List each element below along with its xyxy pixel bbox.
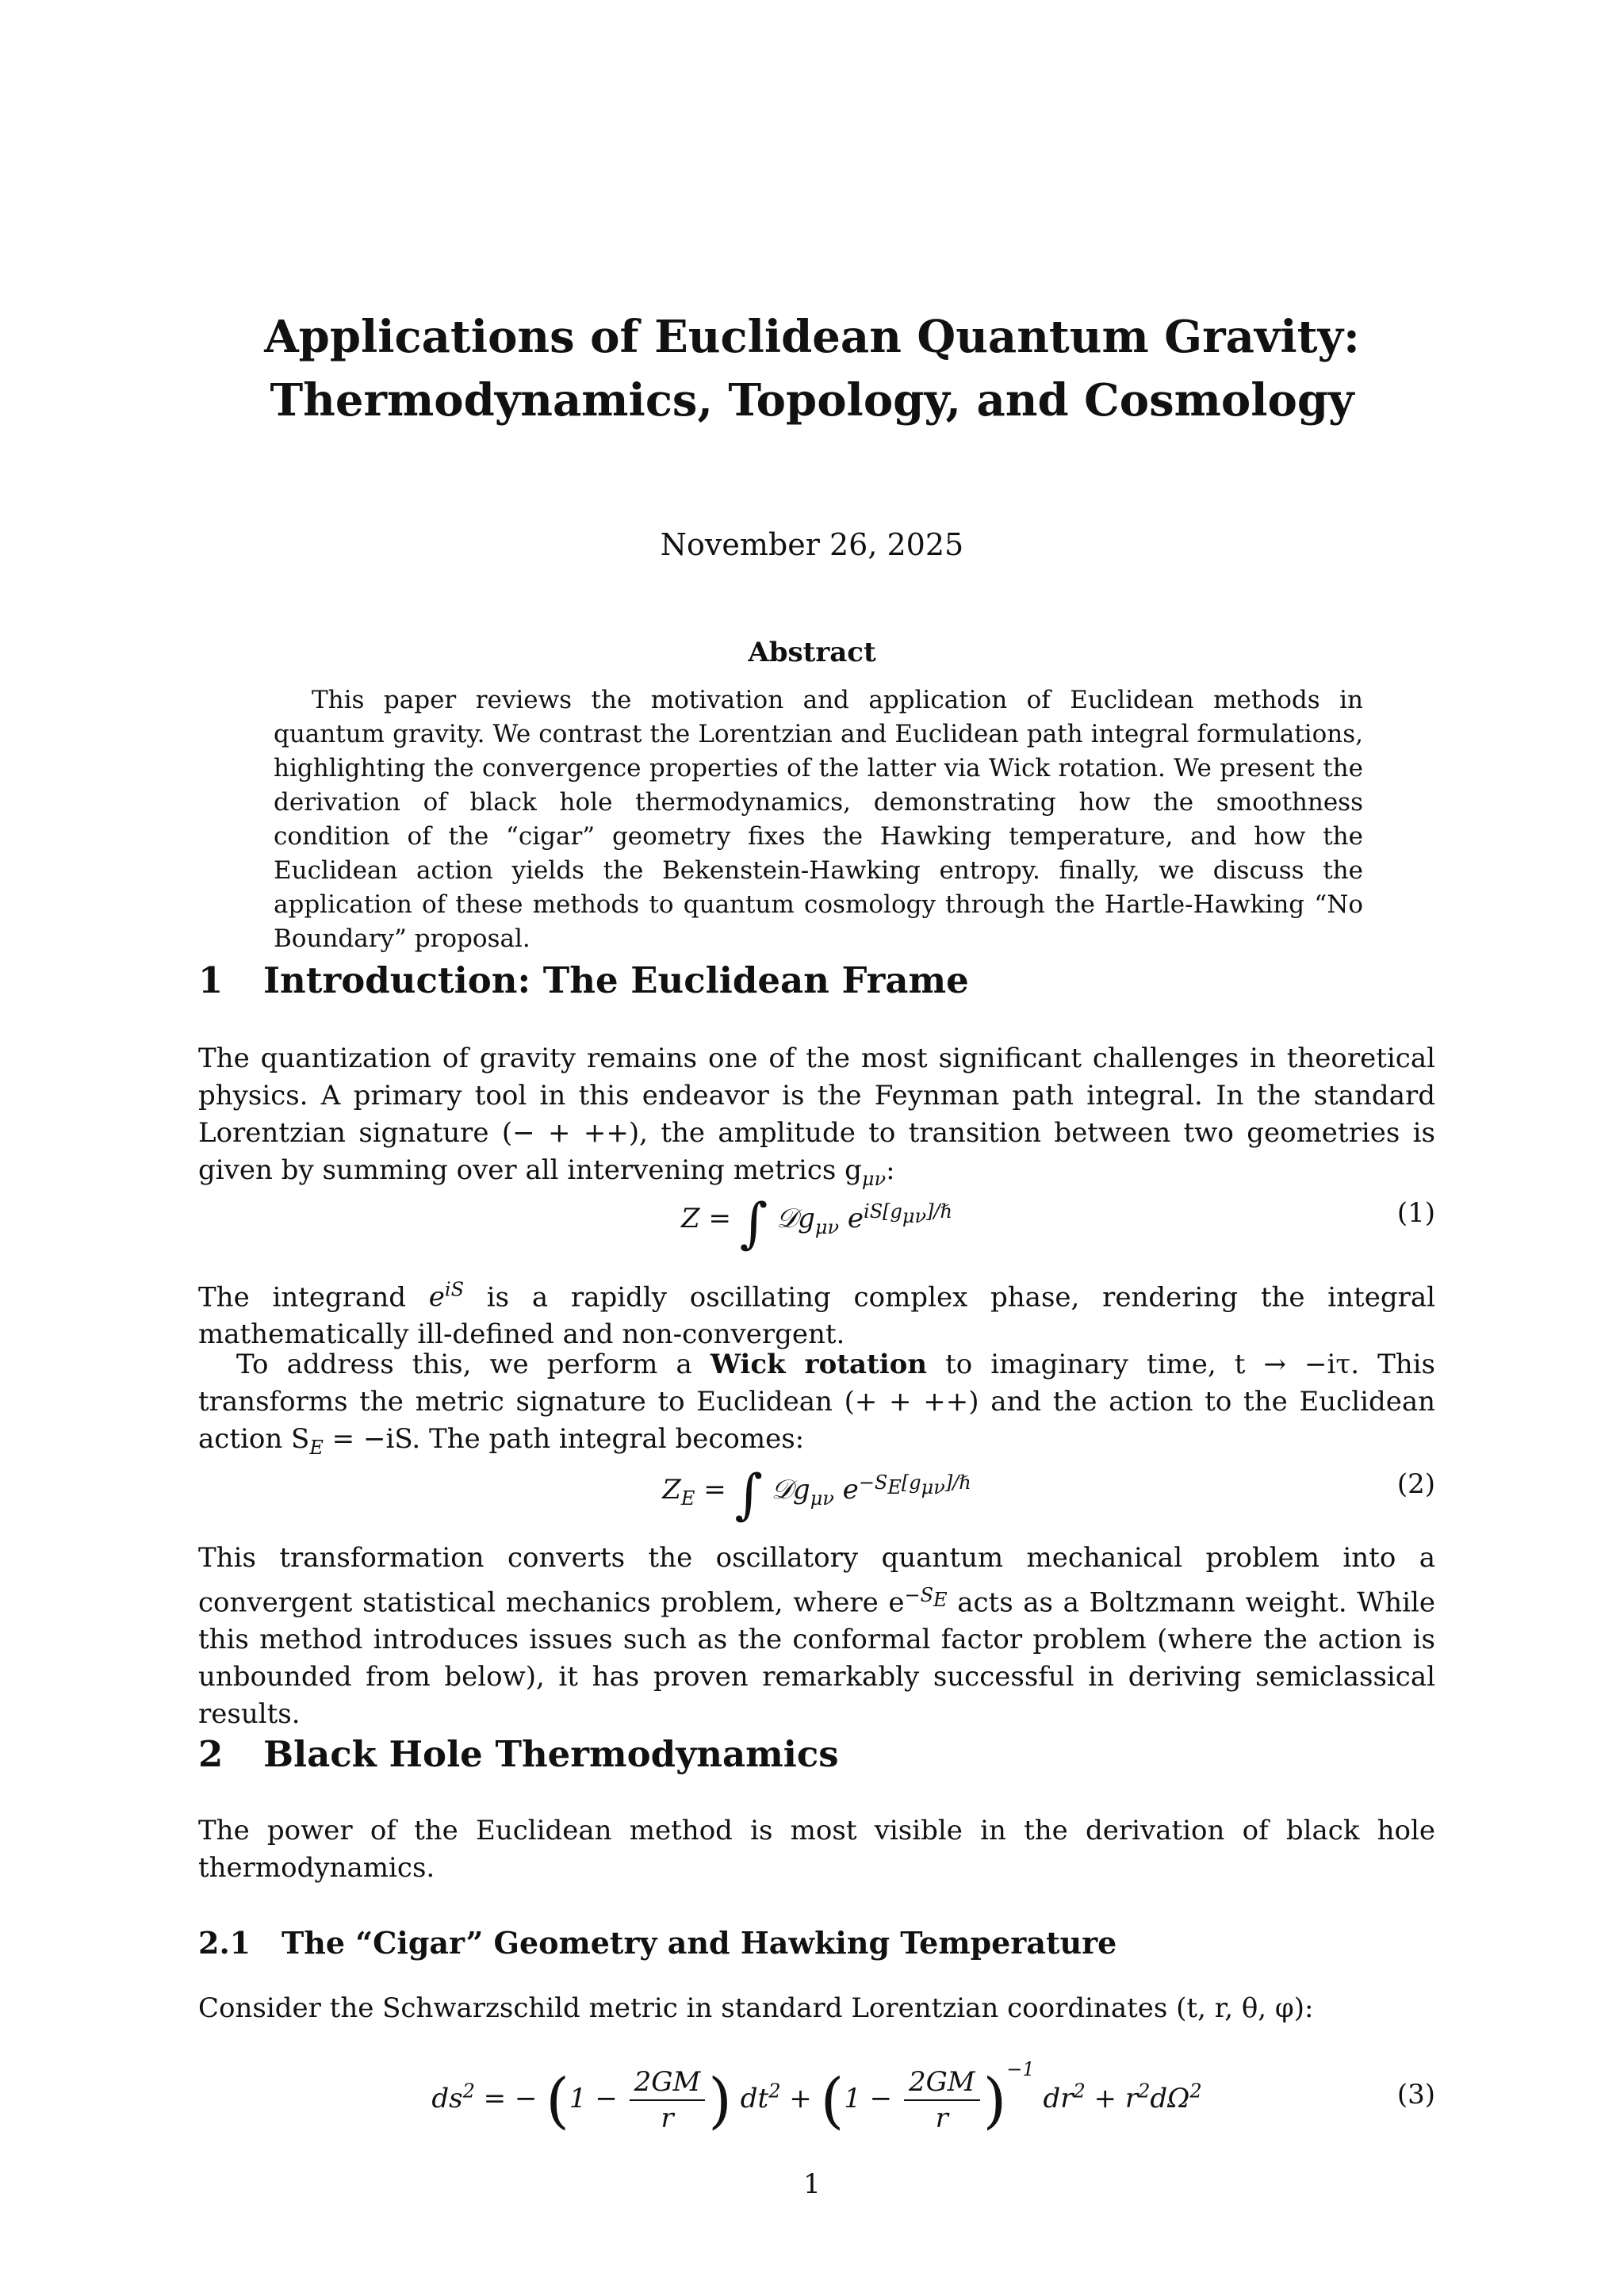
section-2-heading [198,1733,839,1775]
text-run: The integrand [198,1281,429,1314]
subsection-title: The “Cigar” Geometry and Hawking Temperature [282,1925,1117,1961]
abstract-heading: Abstract [748,637,876,668]
equation-3-body: $ds^2$ = − (1 − $\frac{2GM}{r}$ ) $dt^2 + (1$ − $\frac{2GM}{r}$ )$^{-1}$ $dr^2 + r^2d\Omega^2$ [431,2058,1202,2136]
paper-date: November 26, 2025 [660,527,964,562]
text-run: acts as a Boltzmann weight. While this method introduces issues such as the conformal factor problem (where the action is unbounded from below), it has proven remarkably successful in deriving semiclassical results. [198,1586,1435,1731]
subsection-2-1-heading [198,1925,1116,1961]
subsection-number: 2.1 [198,1925,251,1961]
page-number: 1 [803,2168,821,2200]
text-run: is a rapidly oscillating complex phase, rendering the integral mathematically ill-defined and non-convergent. [198,1281,1435,1351]
equation-3-number: (3) [1396,2079,1435,2110]
equation-2 [198,1464,1435,1526]
section-title: Introduction: The Euclidean Frame [263,959,969,1001]
equation-3 [198,2058,1435,2145]
equation-2-number: (2) [1396,1468,1435,1500]
section-1-paragraph-2: The integrand $e^{iS}$ is a rapidly oscillating complex phase, rendering the integral mathematically ill-defined and non-convergent. [198,1279,1435,1351]
section-number: 1 [198,959,224,1001]
title-line-2: Thermodynamics, Topology, and Cosmology [270,374,1354,427]
text-run: to imaginary time, t → −iτ. This transforms the metric signature to Euclidean (+ + ++) and the action to the Euclidean action S [198,1349,1435,1455]
text-run: = −iS. The path integral becomes: [323,1423,805,1455]
section-2-paragraph-1: The power of the Euclidean method is most visible in the derivation of black hole thermodynamics. [198,1815,1435,1884]
equation-1-number: (1) [1396,1197,1435,1229]
equation-2-body: $Z_E$ = ∫ 𝒟g$_{\mu\nu}$ $e^{-S_E[g_{\mu\nu}]/\hbar}$ [662,1464,971,1526]
paper-title [159,305,1465,432]
section-1-paragraph-3: To address this, we perform a Wick rotation to imaginary time, t → −iτ. This transforms the metric signature to Euclidean (+ + ++) and the action to the Euclidean action $S_E = -iS$. The path integral becomes: [198,1349,1435,1459]
text-run: This transformation converts the oscillatory quantum mechanical problem into a convergent statistical mechanics problem, where e [198,1542,1435,1619]
section-1-heading [198,959,969,1001]
title-line-1: Applications of Euclidean Quantum Gravity: [264,311,1360,363]
text-run: To address this, we perform a [236,1349,710,1380]
equation-1-body: Z = ∫ 𝒟g$_{\mu\nu}$ $e^{iS[g_{\mu\nu}]/\hbar}$ [681,1192,952,1255]
text-run: The quantization of gravity remains one of the most significant challenges in theoretical physics. A primary tool in this endeavor is the Feynman path integral. In the standard Lorentzian signature (− + ++), the amplitude to transition between two geometries is given by summing over all intervening metrics g [198,1043,1435,1186]
section-1-paragraph-4: This transformation converts the oscillatory quantum mechanical problem into a convergent statistical mechanics problem, where $e^{-S_E}$ acts as a Boltzmann weight. While this method introduces issues such as the conformal factor problem (where the action is unbounded from below), it has proven remarkably successful in deriving semiclassical results. [198,1542,1435,1731]
section-2-paragraph-2: Consider the Schwarzschild metric in standard Lorentzian coordinates (t, r, θ, φ): [198,1992,1314,2024]
wick-rotation-term: Wick rotation [710,1349,928,1380]
section-number: 2 [198,1733,224,1775]
abstract-body: This paper reviews the motivation and application of Euclidean methods in quantum gravity. We contrast the Lorentzian and Euclidean path integral formulations, highlighting the convergence properties of the latter via Wick rotation. We present the derivation of black hole thermodynamics, demonstrating how the smoothness condition of the “cigar” geometry fixes the Hawking temperature, and how the Euclidean action yields the Bekenstein-Hawking entropy. finally, we discuss the application of these methods to quantum cosmology through the Hartle-Hawking “No Boundary” proposal. [274,686,1363,953]
section-title: Black Hole Thermodynamics [263,1733,839,1775]
section-1-paragraph-1: The quantization of gravity remains one of the most significant challenges in theoretical physics. A primary tool in this endeavor is the Feynman path integral. In the standard Lorentzian signature (− + ++), the amplitude to transition between two geometries is given by summing over all intervening metrics $g_{\mu\nu}$: [198,1043,1435,1190]
equation-1 [198,1192,1435,1255]
